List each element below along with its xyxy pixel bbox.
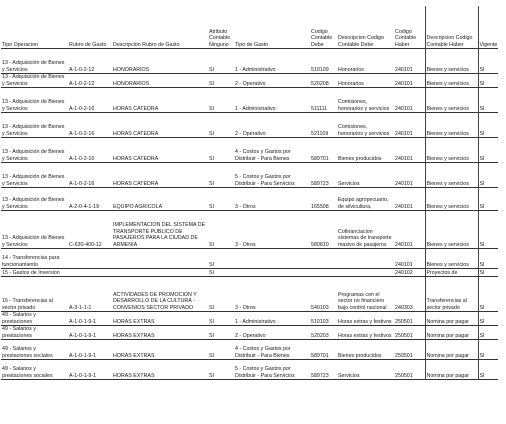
- table-cell[interactable]: 3 - Otros: [234, 277, 310, 312]
- table-cell[interactable]: Bienes y servicios: [425, 249, 478, 269]
- table-cell[interactable]: A-1-0-1-9-1: [68, 312, 112, 326]
- table-cell[interactable]: 240101: [394, 163, 425, 188]
- table-cell[interactable]: Nomina por pagar: [425, 326, 478, 340]
- table-row: [1, 163, 498, 188]
- table-cell[interactable]: SI: [478, 340, 498, 360]
- table-cell[interactable]: Bienes y servicios: [425, 74, 478, 88]
- table-cell[interactable]: IMPLEMENTACION DEL SISTEMA DE TRANSPORTE PUBLICO DE PASAJEROS PARA LA CIUDAD DE ARMENIA: [112, 211, 208, 249]
- table-cell[interactable]: 13 - Adquisición de Bienes y Servicios: [1, 188, 68, 211]
- table-cell[interactable]: [337, 269, 394, 277]
- table-row: [1, 269, 498, 277]
- table-cell[interactable]: HONORARIOS: [112, 49, 208, 74]
- table-cell[interactable]: SI: [208, 49, 234, 74]
- table-cell[interactable]: SI: [478, 74, 498, 88]
- table-cell[interactable]: SI: [478, 138, 498, 163]
- table-row: [1, 360, 498, 380]
- table-cell[interactable]: 589701: [310, 138, 337, 163]
- table-cell[interactable]: [310, 269, 337, 277]
- table-cell[interactable]: 13 - Adquisición de Bienes y Servicios: [1, 74, 68, 88]
- table-cell[interactable]: A-1-0-1-9-1: [68, 326, 112, 340]
- table-cell[interactable]: 510109: [310, 49, 337, 74]
- column-header[interactable]: Descripcion Codigo Contable Haber: [425, 6, 478, 49]
- table-cell[interactable]: HORAS CATEDRA: [112, 163, 208, 188]
- table-row: [1, 211, 498, 249]
- table-cell[interactable]: SI: [208, 249, 234, 269]
- table-cell[interactable]: HORAS CATEDRA: [112, 113, 208, 138]
- table-cell[interactable]: [68, 269, 112, 277]
- table-cell[interactable]: [68, 249, 112, 269]
- table-cell[interactable]: Bienes y servicios: [425, 113, 478, 138]
- table-cell[interactable]: Nomina por pagar: [425, 360, 478, 380]
- table-cell[interactable]: A-1-0-2-16: [68, 113, 112, 138]
- table-cell[interactable]: SI: [208, 113, 234, 138]
- table-cell[interactable]: 13 - Adquisición de Bienes y Servicios: [1, 88, 68, 113]
- table-cell[interactable]: 13 - Adquisición de Bienes y Servicios: [1, 211, 68, 249]
- table-cell[interactable]: SI: [478, 249, 498, 269]
- table-cell[interactable]: Bienes producidos: [337, 340, 394, 360]
- table-cell[interactable]: 1 - Administrativo: [234, 49, 310, 74]
- table-cell[interactable]: SI: [478, 49, 498, 74]
- table-cell[interactable]: 521109: [310, 113, 337, 138]
- table-cell[interactable]: 240303: [394, 277, 425, 312]
- table-cell[interactable]: 520208: [310, 74, 337, 88]
- table-cell[interactable]: 240101: [394, 74, 425, 88]
- table-cell[interactable]: 240101: [394, 113, 425, 138]
- table-cell[interactable]: Proyectos de: [425, 269, 478, 277]
- table-cell[interactable]: Transferencias al sector privado: [425, 277, 478, 312]
- table-cell[interactable]: 5 - Costos y Gastos por Distribuir - Para Servicios: [234, 360, 310, 380]
- table-cell[interactable]: HORAS CATEDRA: [112, 138, 208, 163]
- table-cell[interactable]: Servicios: [337, 163, 394, 188]
- table-cell[interactable]: 49 - Salarios y prestaciones: [1, 312, 68, 326]
- table-cell[interactable]: SI: [208, 312, 234, 326]
- table-cell[interactable]: 240101: [394, 188, 425, 211]
- table-cell[interactable]: [234, 269, 310, 277]
- table-cell[interactable]: 165508: [310, 188, 337, 211]
- table-cell[interactable]: Honorarios: [337, 74, 394, 88]
- table-cell[interactable]: 589723: [310, 163, 337, 188]
- table-cell[interactable]: SI: [478, 312, 498, 326]
- table-cell[interactable]: SI: [208, 269, 234, 277]
- table-cell[interactable]: 240101: [394, 138, 425, 163]
- table-cell[interactable]: 49 - Salarios y prestaciones sociales: [1, 340, 68, 360]
- table-row: [1, 340, 498, 360]
- table-cell[interactable]: Honorarios: [337, 49, 394, 74]
- table-cell[interactable]: 3 - Otros: [234, 211, 310, 249]
- table-cell[interactable]: HORAS EXTRAS: [112, 312, 208, 326]
- table-cell[interactable]: 2 - Operativo: [234, 113, 310, 138]
- table-row: [1, 138, 498, 163]
- table-cell[interactable]: 580810: [310, 211, 337, 249]
- table-cell[interactable]: ACTIVIDADES DE PROMOCION Y DESARROLLO DE LA CULTURA - CONVENIOS SECTOR PRIVADO: [112, 277, 208, 312]
- table-cell[interactable]: 13 - Adquisición de Bienes y Servicios: [1, 49, 68, 74]
- table-cell[interactable]: [310, 249, 337, 269]
- table-cell[interactable]: A-1-0-1-9-1: [68, 340, 112, 360]
- table-cell[interactable]: HONORARIOS: [112, 74, 208, 88]
- table-cell[interactable]: A-1-0-1-9-1: [68, 360, 112, 380]
- table-cell[interactable]: SI: [478, 88, 498, 113]
- table-cell[interactable]: A-1-0-2-16: [68, 88, 112, 113]
- table-cell[interactable]: 5 - Costos y Gastos por Distribuir - Para Servicios: [234, 163, 310, 188]
- table-cell[interactable]: HORAS CATEDRA: [112, 88, 208, 113]
- table-row: [1, 312, 498, 326]
- column-header[interactable]: Descripcion Rubro de Gasto: [112, 6, 208, 49]
- table-cell[interactable]: SI: [208, 360, 234, 380]
- table-cell[interactable]: HORAS EXTRAS: [112, 340, 208, 360]
- table-cell[interactable]: 14 - Transferencias para funcionamiento: [1, 249, 68, 269]
- table-cell[interactable]: SI: [208, 340, 234, 360]
- table-cell[interactable]: Nomina por pagar: [425, 312, 478, 326]
- table-cell[interactable]: SI: [478, 269, 498, 277]
- table-cell[interactable]: 240101: [394, 249, 425, 269]
- table-cell[interactable]: HORAS EXTRAS: [112, 360, 208, 380]
- table-cell[interactable]: 589723: [310, 360, 337, 380]
- table-cell[interactable]: 16 - Transferencias al sector privado: [1, 277, 68, 312]
- table-cell[interactable]: SI: [478, 326, 498, 340]
- table-cell[interactable]: SI: [478, 211, 498, 249]
- table-cell[interactable]: Nomina por pagar: [425, 340, 478, 360]
- table-cell[interactable]: Horas extras y festivos: [337, 326, 394, 340]
- column-header[interactable]: Tipo Operacion: [1, 6, 68, 49]
- table-cell[interactable]: Comisiones, honorarios y servicios: [337, 88, 394, 113]
- table-cell[interactable]: 250501: [394, 326, 425, 340]
- table-cell[interactable]: SI: [208, 138, 234, 163]
- header-row: [1, 6, 498, 49]
- table-cell[interactable]: 4 - Costos y Gastos por Distribuir - Para Bienes: [234, 138, 310, 163]
- table-cell[interactable]: 3 - Otros: [234, 188, 310, 211]
- table-cell[interactable]: Bienes y servicios: [425, 188, 478, 211]
- table-cell[interactable]: SI: [478, 113, 498, 138]
- table-cell[interactable]: [112, 269, 208, 277]
- table-cell[interactable]: 250501: [394, 312, 425, 326]
- table-cell[interactable]: 510103: [310, 312, 337, 326]
- table-cell[interactable]: 250501: [394, 340, 425, 360]
- table-row: [1, 188, 498, 211]
- table-cell[interactable]: SI: [478, 360, 498, 380]
- table-row: [1, 113, 498, 138]
- table-cell[interactable]: 49 - Salarios y prestaciones: [1, 326, 68, 340]
- table-row: [1, 277, 498, 312]
- table-cell[interactable]: Horas extras y festivos: [337, 312, 394, 326]
- column-header[interactable]: Codigo Contable Haber: [394, 6, 425, 49]
- table-cell[interactable]: SI: [208, 163, 234, 188]
- table-cell[interactable]: Bienes producidos: [337, 138, 394, 163]
- accounting-table: [1, 6, 498, 380]
- table-cell[interactable]: 15 - Gastos de Inversion: [1, 269, 68, 277]
- table-cell[interactable]: 13 - Adquisición de Bienes y Servicios: [1, 113, 68, 138]
- table-cell[interactable]: Bienes y servicios: [425, 49, 478, 74]
- table-cell[interactable]: 540103: [310, 277, 337, 312]
- table-cell[interactable]: Equipo agropecuario, de silvicultura,: [337, 188, 394, 211]
- table-cell[interactable]: A-1-0-2-16: [68, 163, 112, 188]
- table-cell[interactable]: A-1-0-2-16: [68, 138, 112, 163]
- table-cell[interactable]: A-1-0-2-12: [68, 74, 112, 88]
- table-cell[interactable]: 240101: [394, 211, 425, 249]
- table-cell[interactable]: SI: [208, 88, 234, 113]
- column-header[interactable]: Rubro de Gasto: [68, 6, 112, 49]
- table-cell[interactable]: 520203: [310, 326, 337, 340]
- table-cell[interactable]: [112, 249, 208, 269]
- table-cell[interactable]: Servicios: [337, 360, 394, 380]
- table-cell[interactable]: A-2-0-4-1-19: [68, 188, 112, 211]
- table-row: [1, 326, 498, 340]
- table-cell[interactable]: 2 - Operativo: [234, 326, 310, 340]
- table-cell[interactable]: Bienes y servicios: [425, 138, 478, 163]
- table-cell[interactable]: 2 - Operativo: [234, 74, 310, 88]
- table-cell[interactable]: SI: [208, 211, 234, 249]
- table-cell[interactable]: 13 - Adquisición de Bienes y Servicios: [1, 138, 68, 163]
- table-cell[interactable]: [234, 249, 310, 269]
- table-cell[interactable]: SI: [208, 74, 234, 88]
- table-cell[interactable]: SI: [208, 326, 234, 340]
- table-cell[interactable]: A-3-1-1-1: [68, 277, 112, 312]
- table-cell[interactable]: 240101: [394, 88, 425, 113]
- table-cell[interactable]: C-630-400-12: [68, 211, 112, 249]
- table-cell[interactable]: Bienes y servicios: [425, 211, 478, 249]
- table-cell[interactable]: Programas con el sector no financiero bajo control nacional: [337, 277, 394, 312]
- table-cell[interactable]: HORAS EXTRAS: [112, 326, 208, 340]
- table-cell[interactable]: [337, 249, 394, 269]
- table-cell[interactable]: SI: [478, 188, 498, 211]
- table-cell[interactable]: 1 - Administrativo: [234, 312, 310, 326]
- table-cell[interactable]: 13 - Adquisición de Bienes y Servicios: [1, 163, 68, 188]
- table-cell[interactable]: Comisiones, honorarios y servicios: [337, 113, 394, 138]
- table-cell[interactable]: Bienes y servicios: [425, 88, 478, 113]
- column-header[interactable]: Descripcion Codigo Contable Debe: [337, 6, 394, 49]
- table-cell[interactable]: 49 - Salarios y prestaciones sociales: [1, 360, 68, 380]
- table-row: [1, 74, 498, 88]
- column-header[interactable]: Tipo de Gasto: [234, 6, 310, 49]
- table-cell[interactable]: EQUIPO AGRICOLA: [112, 188, 208, 211]
- table-row: [1, 249, 498, 269]
- table-cell[interactable]: SI: [478, 163, 498, 188]
- table-cell[interactable]: 240101: [394, 49, 425, 74]
- table-row: [1, 49, 498, 74]
- table-cell[interactable]: Bienes y servicios: [425, 163, 478, 188]
- table-cell[interactable]: SI: [208, 277, 234, 312]
- table-cell[interactable]: 240102: [394, 269, 425, 277]
- table-cell[interactable]: 1 - Administrativo: [234, 88, 310, 113]
- table-cell[interactable]: 511111: [310, 88, 337, 113]
- table-row: [1, 88, 498, 113]
- table-cell[interactable]: Cofinanciacion sistemas de transporte masivo de pasajeros: [337, 211, 394, 249]
- column-header[interactable]: Vigente: [478, 6, 498, 49]
- column-header[interactable]: Atributo Contable Ninguno: [208, 6, 234, 49]
- table-cell[interactable]: SI: [208, 188, 234, 211]
- table-cell[interactable]: 250501: [394, 360, 425, 380]
- table-cell[interactable]: SI: [478, 277, 498, 312]
- table-cell[interactable]: 589701: [310, 340, 337, 360]
- table-cell[interactable]: A-1-0-2-12: [68, 49, 112, 74]
- table-cell[interactable]: 4 - Costos y Gastos por Distribuir - Para Bienes: [234, 340, 310, 360]
- column-header[interactable]: Codigo Contable Debe: [310, 6, 337, 49]
